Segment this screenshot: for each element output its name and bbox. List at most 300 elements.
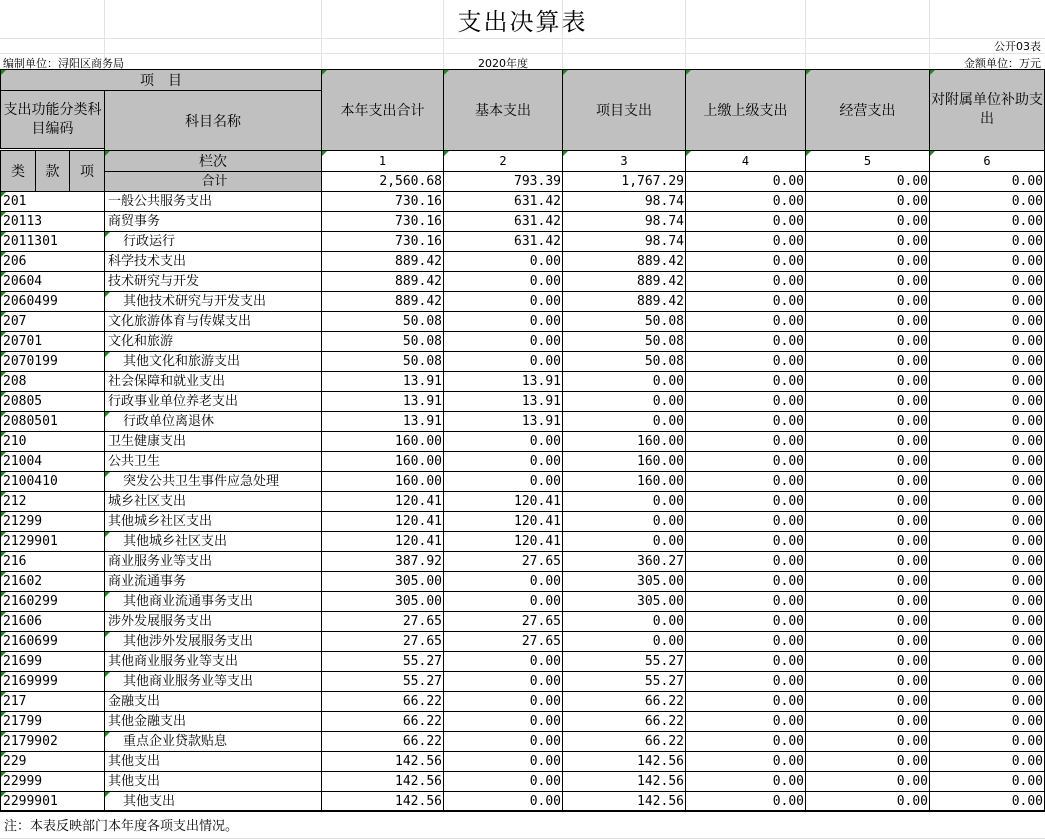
row-value: 0.00: [806, 532, 930, 552]
row-value: 0.00: [686, 792, 806, 812]
row-code: 208: [1, 372, 105, 392]
row-value: 27.65: [444, 612, 563, 632]
row-value: 13.91: [444, 412, 563, 432]
row-value: 0.00: [930, 432, 1045, 452]
row-value: 0.00: [686, 232, 806, 252]
row-value: 631.42: [444, 192, 563, 212]
row-value: 0.00: [930, 212, 1045, 232]
row-value: 50.08: [322, 352, 444, 372]
row-value: 0.00: [930, 512, 1045, 532]
footnote: 注：本表反映部门本年度各项支出情况。: [4, 819, 239, 834]
col-number-1: 1: [322, 151, 444, 172]
row-value: 0.00: [444, 252, 563, 272]
grid-line: [0, 838, 1045, 839]
row-value: 120.41: [322, 492, 444, 512]
row-value: 0.00: [686, 312, 806, 332]
row-value: 0.00: [444, 672, 563, 692]
row-name: 商贸事务: [105, 212, 322, 232]
row-value: 305.00: [322, 592, 444, 612]
row-value: 13.91: [322, 372, 444, 392]
row-value: 0.00: [806, 712, 930, 732]
row-code: 207: [1, 312, 105, 332]
row-value: 730.16: [322, 192, 444, 212]
header-name-label: 科目名称: [105, 91, 322, 151]
row-value: 66.22: [322, 712, 444, 732]
row-code: 21699: [1, 652, 105, 672]
total-value: 0.00: [686, 172, 806, 192]
header-code-label: 支出功能分类科目编码: [1, 91, 105, 149]
row-name: 其他商业服务业等支出: [105, 672, 322, 692]
row-value: 0.00: [806, 572, 930, 592]
row-value: 0.00: [444, 352, 563, 372]
row-name: 突发公共卫生事件应急处理: [105, 472, 322, 492]
row-value: 889.42: [322, 292, 444, 312]
row-code: 20113: [1, 212, 105, 232]
table-row: [1, 292, 1045, 312]
row-code: 21602: [1, 572, 105, 592]
row-value: 0.00: [444, 752, 563, 772]
row-name: 其他商业服务业等支出: [105, 652, 322, 672]
row-value: 50.08: [563, 332, 686, 352]
row-name: 行政单位离退休: [105, 412, 322, 432]
form-number: 公开03表: [994, 40, 1041, 53]
row-value: 0.00: [930, 632, 1045, 652]
row-value: 66.22: [563, 712, 686, 732]
row-value: 0.00: [686, 572, 806, 592]
row-value: 0.00: [686, 292, 806, 312]
row-code: 21799: [1, 712, 105, 732]
row-value: 0.00: [806, 592, 930, 612]
table-row: [1, 712, 1045, 732]
row-value: 120.41: [444, 512, 563, 532]
row-code: 2160299: [1, 592, 105, 612]
row-value: 55.27: [563, 652, 686, 672]
total-value: 0.00: [806, 172, 930, 192]
row-value: 305.00: [322, 572, 444, 592]
row-value: 120.41: [322, 532, 444, 552]
row-value: 0.00: [930, 712, 1045, 732]
row-value: 0.00: [806, 232, 930, 252]
row-value: 13.91: [444, 372, 563, 392]
table-row: [1, 632, 1045, 652]
row-value: 0.00: [686, 652, 806, 672]
row-value: 0.00: [806, 752, 930, 772]
row-code: 21004: [1, 452, 105, 472]
row-code: 2299901: [1, 792, 105, 812]
total-value: 2,560.68: [322, 172, 444, 192]
row-value: 0.00: [806, 432, 930, 452]
table-row: [1, 692, 1045, 712]
row-value: 0.00: [806, 252, 930, 272]
grid-line: [0, 38, 1045, 39]
row-value: 0.00: [444, 332, 563, 352]
row-value: 0.00: [444, 692, 563, 712]
row-value: 0.00: [930, 692, 1045, 712]
row-value: 66.22: [563, 692, 686, 712]
row-value: 0.00: [930, 672, 1045, 692]
row-code: 20701: [1, 332, 105, 352]
row-code: 206: [1, 252, 105, 272]
row-value: 0.00: [930, 312, 1045, 332]
currency-unit: 金额单位：万元: [964, 57, 1041, 70]
row-value: 98.74: [563, 232, 686, 252]
row-value: 0.00: [806, 352, 930, 372]
row-value: 0.00: [806, 512, 930, 532]
row-code: 2169999: [1, 672, 105, 692]
page-title: 支出决算表: [457, 8, 588, 36]
row-name: 其他涉外发展服务支出: [105, 632, 322, 652]
row-name: 其他支出: [105, 772, 322, 792]
row-value: 0.00: [686, 252, 806, 272]
row-value: 142.56: [563, 752, 686, 772]
row-value: 0.00: [686, 452, 806, 472]
row-value: 27.65: [322, 612, 444, 632]
row-value: 66.22: [322, 692, 444, 712]
row-value: 0.00: [686, 392, 806, 412]
row-value: 0.00: [806, 272, 930, 292]
col-number-4: 4: [686, 151, 806, 172]
table-row: [1, 432, 1045, 452]
row-value: 0.00: [444, 312, 563, 332]
row-value: 0.00: [563, 412, 686, 432]
row-value: 50.08: [563, 352, 686, 372]
row-name: 公共卫生: [105, 452, 322, 472]
row-name: 卫生健康支出: [105, 432, 322, 452]
row-value: 0.00: [686, 732, 806, 752]
row-code: 2011301: [1, 232, 105, 252]
row-value: 360.27: [563, 552, 686, 572]
row-name: 其他文化和旅游支出: [105, 352, 322, 372]
row-code: 2070199: [1, 352, 105, 372]
table-row: [1, 372, 1045, 392]
row-value: 0.00: [444, 772, 563, 792]
row-value: 0.00: [444, 572, 563, 592]
header-col-3: 项目支出: [563, 70, 686, 151]
row-value: 0.00: [806, 792, 930, 812]
row-value: 0.00: [444, 732, 563, 752]
row-value: 0.00: [806, 392, 930, 412]
row-value: 55.27: [322, 672, 444, 692]
row-value: 0.00: [444, 712, 563, 732]
row-name: 商业流通事务: [105, 572, 322, 592]
table-row: [1, 312, 1045, 332]
row-value: 0.00: [563, 532, 686, 552]
row-value: 0.00: [930, 572, 1045, 592]
row-name: 社会保障和就业支出: [105, 372, 322, 392]
row-value: 631.42: [444, 232, 563, 252]
table-row: [1, 392, 1045, 412]
row-value: 305.00: [563, 592, 686, 612]
col-number-5: 5: [806, 151, 930, 172]
row-code: 216: [1, 552, 105, 572]
row-value: 0.00: [930, 252, 1045, 272]
row-value: 0.00: [806, 412, 930, 432]
row-name: 文化和旅游: [105, 332, 322, 352]
table-row: [1, 652, 1045, 672]
row-value: 120.41: [444, 532, 563, 552]
table-row: [1, 352, 1045, 372]
table-row: [1, 192, 1045, 212]
total-label: 合计: [105, 172, 322, 192]
row-value: 0.00: [563, 612, 686, 632]
row-value: 0.00: [806, 732, 930, 752]
row-value: 27.65: [444, 632, 563, 652]
table-row: [1, 472, 1045, 492]
row-value: 0.00: [930, 472, 1045, 492]
row-value: 0.00: [930, 232, 1045, 252]
row-value: 0.00: [930, 192, 1045, 212]
table-row: [1, 532, 1045, 552]
table-row: [1, 332, 1045, 352]
row-value: 0.00: [686, 632, 806, 652]
row-code: 2129901: [1, 532, 105, 552]
row-value: 0.00: [806, 312, 930, 332]
row-value: 160.00: [563, 452, 686, 472]
row-value: 0.00: [686, 712, 806, 732]
row-value: 0.00: [686, 372, 806, 392]
row-value: 0.00: [444, 452, 563, 472]
table-row: [1, 592, 1045, 612]
row-value: 0.00: [806, 192, 930, 212]
row-value: 50.08: [322, 312, 444, 332]
row-name: 涉外发展服务支出: [105, 612, 322, 632]
table-row: [1, 612, 1045, 632]
table-row: [1, 752, 1045, 772]
row-value: 0.00: [806, 472, 930, 492]
row-name: 城乡社区支出: [105, 492, 322, 512]
row-name: 其他支出: [105, 752, 322, 772]
row-value: 98.74: [563, 212, 686, 232]
row-value: 0.00: [686, 552, 806, 572]
header-kuan: 款: [36, 151, 70, 192]
row-code: 20805: [1, 392, 105, 412]
row-code: 210: [1, 432, 105, 452]
row-value: 0.00: [930, 652, 1045, 672]
row-value: 0.00: [806, 672, 930, 692]
col-number-6: 6: [930, 151, 1045, 172]
row-name: 行政运行: [105, 232, 322, 252]
row-name: 其他支出: [105, 792, 322, 812]
row-name: 行政事业单位养老支出: [105, 392, 322, 412]
row-value: 160.00: [563, 432, 686, 452]
row-value: 66.22: [563, 732, 686, 752]
total-value: 0.00: [930, 172, 1045, 192]
row-value: 50.08: [563, 312, 686, 332]
row-value: 631.42: [444, 212, 563, 232]
total-value: 793.39: [444, 172, 563, 192]
table-row: [1, 252, 1045, 272]
table-row: [1, 772, 1045, 792]
row-value: 0.00: [444, 592, 563, 612]
row-code: 22999: [1, 772, 105, 792]
table-row: [1, 512, 1045, 532]
table-row: [1, 232, 1045, 252]
row-value: 0.00: [930, 272, 1045, 292]
row-value: 160.00: [563, 472, 686, 492]
row-value: 142.56: [563, 792, 686, 812]
row-value: 0.00: [930, 292, 1045, 312]
row-value: 0.00: [686, 192, 806, 212]
row-value: 142.56: [322, 752, 444, 772]
col-number-3: 3: [563, 151, 686, 172]
row-name: 金融支出: [105, 692, 322, 712]
row-value: 387.92: [322, 552, 444, 572]
row-value: 0.00: [444, 272, 563, 292]
row-value: 730.16: [322, 232, 444, 252]
row-value: 0.00: [930, 552, 1045, 572]
header-col-1: 本年支出合计: [322, 70, 444, 151]
row-value: 0.00: [806, 772, 930, 792]
header-col-2: 基本支出: [444, 70, 563, 151]
row-code: 20604: [1, 272, 105, 292]
row-value: 55.27: [563, 672, 686, 692]
row-value: 0.00: [930, 352, 1045, 372]
table-row: [1, 452, 1045, 472]
row-value: 160.00: [322, 432, 444, 452]
row-value: 50.08: [322, 332, 444, 352]
row-code: 2080501: [1, 412, 105, 432]
row-value: 0.00: [563, 372, 686, 392]
row-value: 0.00: [930, 592, 1045, 612]
row-code: 201: [1, 192, 105, 212]
row-code: 2179902: [1, 732, 105, 752]
row-value: 0.00: [806, 332, 930, 352]
row-value: 0.00: [806, 632, 930, 652]
row-name: 其他技术研究与开发支出: [105, 292, 322, 312]
row-value: 0.00: [806, 652, 930, 672]
col-number-2: 2: [444, 151, 563, 172]
row-value: 0.00: [806, 372, 930, 392]
row-value: 0.00: [806, 452, 930, 472]
header-col-4: 上缴上级支出: [686, 70, 806, 151]
row-value: 160.00: [322, 472, 444, 492]
header-xiang: 项: [70, 151, 105, 192]
row-value: 0.00: [686, 752, 806, 772]
row-value: 889.42: [322, 252, 444, 272]
row-code: 2060499: [1, 292, 105, 312]
row-value: 142.56: [322, 772, 444, 792]
row-value: 13.91: [444, 392, 563, 412]
table-row: [1, 732, 1045, 752]
row-name: 其他金融支出: [105, 712, 322, 732]
row-value: 0.00: [563, 512, 686, 532]
row-value: 0.00: [686, 412, 806, 432]
row-value: 0.00: [444, 792, 563, 812]
table-row: [1, 412, 1045, 432]
meta-row: [0, 53, 1045, 69]
row-value: 0.00: [930, 452, 1045, 472]
header-col-5: 经营支出: [806, 70, 930, 151]
row-value: 0.00: [686, 472, 806, 492]
header-item: 项 目: [1, 70, 322, 91]
header-lanci: 栏次: [105, 151, 322, 172]
row-value: 0.00: [930, 492, 1045, 512]
row-value: 0.00: [806, 612, 930, 632]
row-value: 160.00: [322, 452, 444, 472]
table-row: [1, 272, 1045, 292]
row-value: 889.42: [563, 252, 686, 272]
total-row: [1, 172, 1045, 192]
row-value: 98.74: [563, 192, 686, 212]
row-value: 0.00: [686, 592, 806, 612]
row-name: 其他城乡社区支出: [105, 512, 322, 532]
header-lei: 类: [1, 151, 36, 192]
row-value: 0.00: [444, 432, 563, 452]
reporting-unit: 编制单位：浔阳区商务局: [3, 57, 124, 70]
row-value: 0.00: [930, 752, 1045, 772]
row-value: 0.00: [686, 272, 806, 292]
row-value: 0.00: [930, 792, 1045, 812]
row-value: 0.00: [444, 292, 563, 312]
row-value: 889.42: [563, 292, 686, 312]
row-value: 0.00: [686, 212, 806, 232]
row-name: 其他城乡社区支出: [105, 532, 322, 552]
row-code: 21299: [1, 512, 105, 532]
row-value: 0.00: [686, 532, 806, 552]
row-value: 730.16: [322, 212, 444, 232]
row-value: 0.00: [930, 732, 1045, 752]
row-value: 0.00: [563, 492, 686, 512]
table-row: [1, 492, 1045, 512]
row-value: 0.00: [686, 352, 806, 372]
row-value: 120.41: [322, 512, 444, 532]
row-code: 217: [1, 692, 105, 712]
row-value: 0.00: [930, 372, 1045, 392]
row-value: 0.00: [806, 212, 930, 232]
row-value: 0.00: [806, 692, 930, 712]
row-code: 229: [1, 752, 105, 772]
divider: [0, 810, 1045, 811]
row-value: 13.91: [322, 412, 444, 432]
row-value: 27.65: [322, 632, 444, 652]
row-value: 0.00: [686, 332, 806, 352]
row-value: 889.42: [322, 272, 444, 292]
row-value: 142.56: [322, 792, 444, 812]
row-value: 0.00: [686, 492, 806, 512]
row-value: 0.00: [444, 472, 563, 492]
total-value: 1,767.29: [563, 172, 686, 192]
row-value: 889.42: [563, 272, 686, 292]
row-value: 0.00: [806, 492, 930, 512]
row-value: 27.65: [444, 552, 563, 572]
row-value: 0.00: [686, 612, 806, 632]
row-value: 0.00: [930, 532, 1045, 552]
expenditure-table: [0, 69, 1045, 812]
row-value: 305.00: [563, 572, 686, 592]
row-name: 一般公共服务支出: [105, 192, 322, 212]
row-value: 0.00: [930, 332, 1045, 352]
row-value: 0.00: [686, 512, 806, 532]
table-row: [1, 552, 1045, 572]
row-value: 0.00: [686, 432, 806, 452]
row-value: 0.00: [686, 692, 806, 712]
row-name: 其他商业流通事务支出: [105, 592, 322, 612]
row-value: 0.00: [563, 632, 686, 652]
table-row: [1, 212, 1045, 232]
row-code: 2100410: [1, 472, 105, 492]
row-value: 0.00: [930, 392, 1045, 412]
table-row: [1, 572, 1045, 592]
row-value: 0.00: [686, 672, 806, 692]
table-row: [1, 792, 1045, 812]
row-name: 科学技术支出: [105, 252, 322, 272]
row-value: 0.00: [444, 652, 563, 672]
header-col-6: 对附属单位补助支出: [930, 70, 1045, 151]
row-value: 142.56: [563, 772, 686, 792]
row-value: 0.00: [930, 412, 1045, 432]
row-value: 0.00: [806, 552, 930, 572]
row-value: 0.00: [930, 612, 1045, 632]
